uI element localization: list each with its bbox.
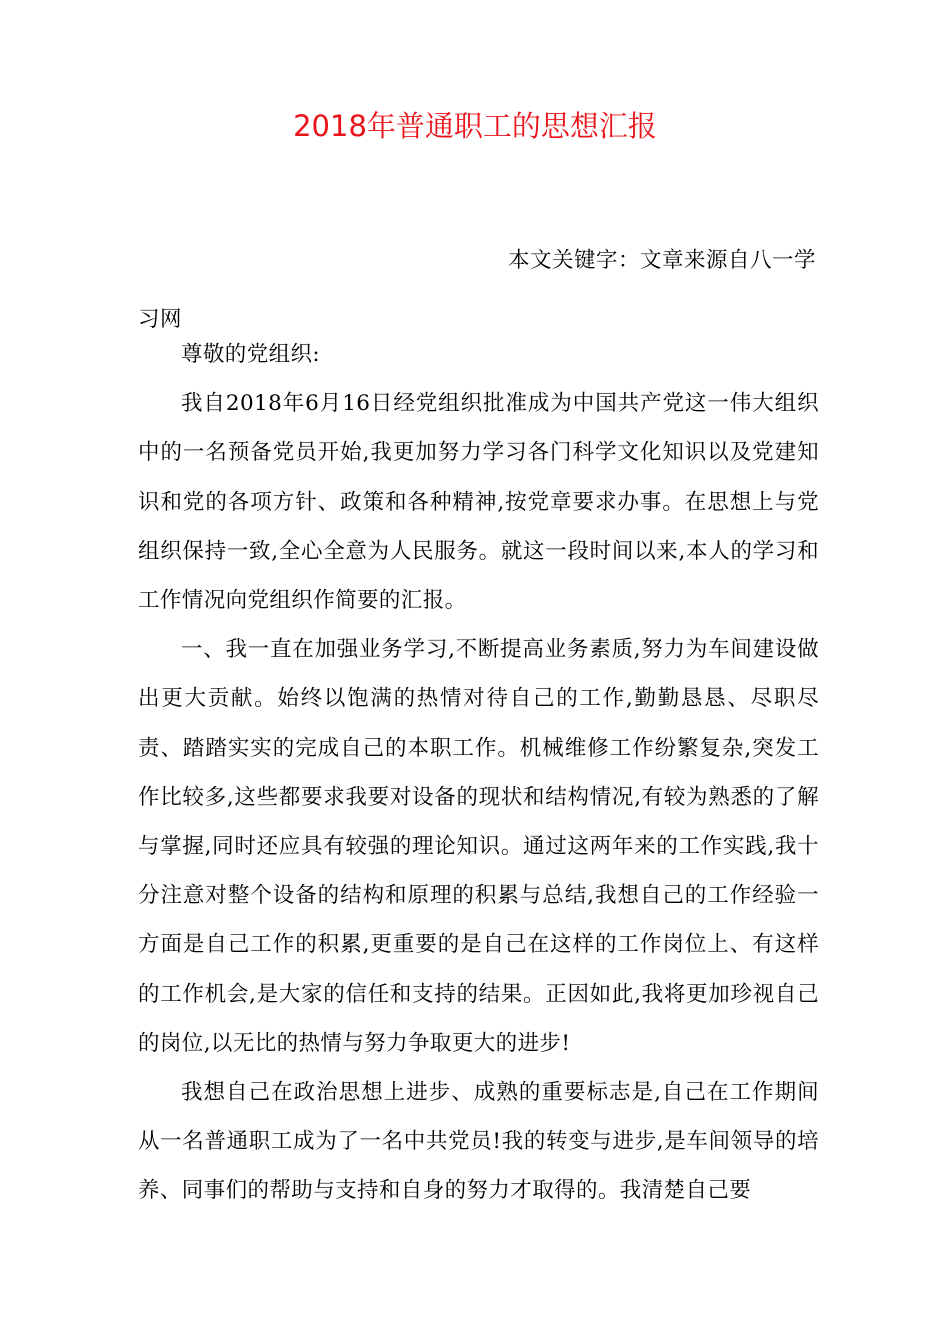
document-title: 2018年普通职工的思想汇报 [293, 109, 657, 143]
salutation: 尊敬的党组织: [181, 342, 321, 367]
paragraph-3: 我想自己在政治思想上进步、成熟的重要标志是,自己在工作期间从一名普通职工成为了一名中共党员!我的转变与进步,是车间领导的培养、同事们的帮助与支持和自身的努力才取得的。我清楚自己要 [138, 1080, 819, 1204]
paragraph-1: 我自2018年6月16日经党组织批准成为中国共产党这一伟大组织中的一名预备党员开始,我更加努力学习各门科学文化知识以及党建知识和党的各项方针、政策和各种精神,按党章要求办事。在思想上与党组织保持一致,全心全意为人民服务。就这一段时间以来,本人的学习和工作情况向党组织作简要的汇报。 [138, 391, 819, 614]
keywords-line: 本文关键字：文章来源自八一学习网 [138, 248, 817, 332]
paragraph-2: 一、我一直在加强业务学习,不断提高业务素质,努力为车间建设做出更大贡献。始终以饱满的热情对待自己的工作,勤勤恳恳、尽职尽责、踏踏实实的完成自己的本职工作。机械维修工作纷繁复杂,突发工作比较多,这些都要求我要对设备的现状和结构情况,有较为熟悉的了解与掌握,同时还应具有较强的理论知识。通过这两年来的工作实践,我十分注意对整个设备的结构和原理的积累与总结,我想自己的工作经验一方面是自己工作的积累,更重要的是自己在这样的工作岗位上、有这样的工作机会,是大家的信任和支持的结果。正因如此,我将更加珍视自己的岗位,以无比的热情与努力争取更大的进步! [138, 637, 819, 1056]
document-body [138, 330, 819, 1216]
